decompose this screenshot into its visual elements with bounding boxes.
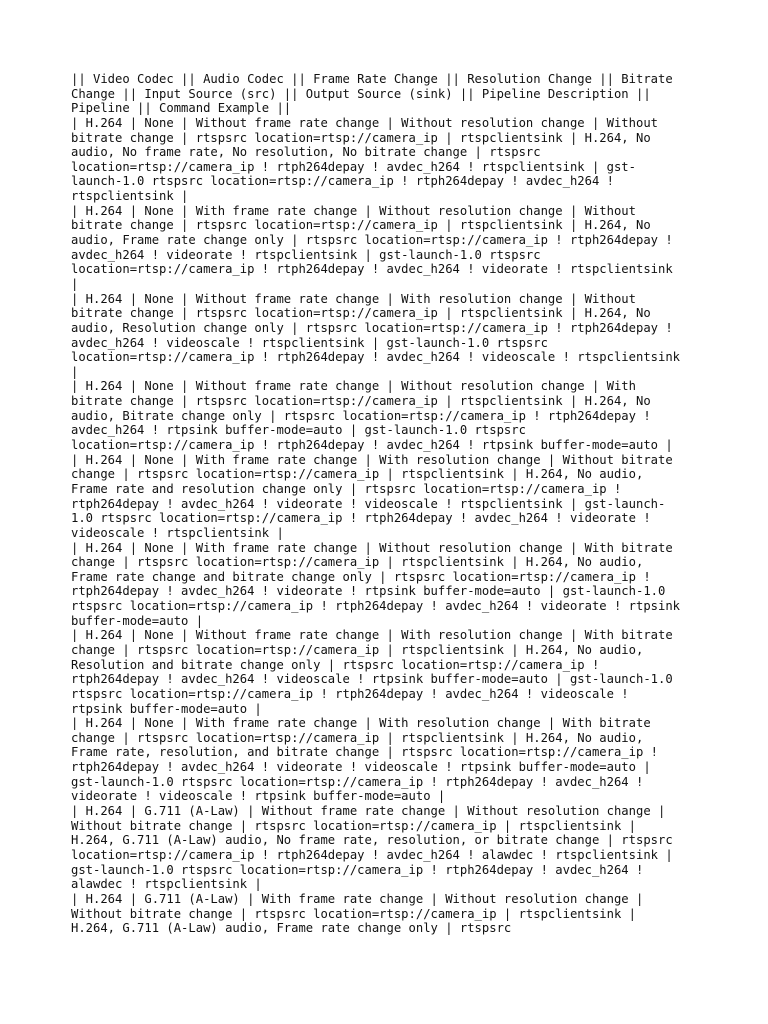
text-line: | H.264 | None | Without frame rate change | Without resolution change | With [71,379,636,394]
text-line: | [71,276,79,291]
text-line: avdec_h264 ! videoscale ! rtspclientsink | gst-launch-1.0 rtspsrc [71,335,548,350]
text-line: Without bitrate change | rtspsrc location=rtsp://camera_ip | rtspclientsink | [71,818,636,833]
text-line: | H.264 | None | Without frame rate change | Without resolution change | Without [71,115,658,130]
text-line: rtpsink buffer-mode=auto | [71,701,262,716]
text-line: | H.264 | None | With frame rate change | With resolution change | Without bitrate [71,452,673,467]
text-line: videoscale ! rtspclientsink | [71,525,284,540]
text-line: location=rtsp://camera_ip ! rtph264depay ! avdec_h264 ! videorate ! rtspclientsink [71,262,673,277]
text-line: location=rtsp://camera_ip ! rtph264depay ! avdec_h264 ! rtpsink buffer-mode=auto | [71,438,673,453]
text-line: Pipeline || Command Example || [71,101,292,116]
text-line: avdec_h264 ! rtpsink buffer-mode=auto | gst-launch-1.0 rtspsrc [71,423,526,438]
text-line: Frame rate and resolution change only | rtspsrc location=rtsp://camera_ip ! [71,481,622,496]
text-line: location=rtsp://camera_ip ! rtph264depay ! avdec_h264 ! videoscale ! rtspclientsink [71,350,681,365]
text-line: rtph264depay ! avdec_h264 ! videorate ! videoscale ! rtspclientsink | gst-launch- [71,496,666,511]
text-line: | H.264 | None | Without frame rate change | With resolution change | With bitrate [71,628,673,643]
text-line: | H.264 | None | With frame rate change | Without resolution change | Without [71,203,636,218]
text-line: 1.0 rtspsrc location=rtsp://camera_ip ! rtph264depay ! avdec_h264 ! videorate ! [71,511,651,526]
text-line: rtph264depay ! avdec_h264 ! videorate ! rtpsink buffer-mode=auto | gst-launch-1.0 [71,584,666,599]
text-line: rtspsrc location=rtsp://camera_ip ! rtph264depay ! avdec_h264 ! videoscale ! [71,686,629,701]
text-line: rtspsrc location=rtsp://camera_ip ! rtph264depay ! avdec_h264 ! videorate ! rtpsink [71,599,681,614]
text-line: Change || Input Source (src) || Output Source (sink) || Pipeline Description || [71,86,651,101]
text-line: rtph264depay ! avdec_h264 ! videoscale ! rtpsink buffer-mode=auto | gst-launch-1.0 [71,672,673,687]
text-line: bitrate change | rtspsrc location=rtsp://camera_ip | rtspclientsink | H.264, No [71,218,651,233]
text-line: | H.264 | None | Without frame rate change | With resolution change | Without [71,291,636,306]
text-line: Resolution and bitrate change only | rtspsrc location=rtsp://camera_ip ! [71,657,600,672]
text-line: Frame rate, resolution, and bitrate change | rtspsrc location=rtsp://camera_ip ! [71,745,658,760]
text-line: bitrate change | rtspsrc location=rtsp://camera_ip | rtspclientsink | H.264, No [71,306,651,321]
text-line: audio, No frame rate, No resolution, No bitrate change | rtspsrc [71,145,541,160]
text-line: alawdec ! rtspclientsink | [71,877,262,892]
text-line: audio, Bitrate change only | rtspsrc location=rtsp://camera_ip ! rtph264depay ! [71,408,651,423]
text-line: change | rtspsrc location=rtsp://camera_ip | rtspclientsink | H.264, No audio, [71,730,644,745]
text-line: launch-1.0 rtspsrc location=rtsp://camera_ip ! rtph264depay ! avdec_h264 ! [71,174,614,189]
text-line: | H.264 | G.711 (A-Law) | Without frame rate change | Without resolution change | [71,804,666,819]
text-line: Without bitrate change | rtspsrc location=rtsp://camera_ip | rtspclientsink | [71,906,636,921]
text-line: change | rtspsrc location=rtsp://camera_ip | rtspclientsink | H.264, No audio, [71,642,644,657]
text-line: gst-launch-1.0 rtspsrc location=rtsp://camera_ip ! rtph264depay ! avdec_h264 ! [71,862,644,877]
text-line: audio, Frame rate change only | rtspsrc location=rtsp://camera_ip ! rtph264depay ! [71,233,673,248]
text-line: | H.264 | G.711 (A-Law) | With frame rate change | Without resolution change | [71,891,644,906]
text-line: | H.264 | None | With frame rate change | With resolution change | With bitrate [71,716,651,731]
text-line: rtspclientsink | [71,189,189,204]
text-line: videorate ! videoscale ! rtpsink buffer-mode=auto | [71,789,446,804]
text-line: bitrate change | rtspsrc location=rtsp://camera_ip | rtspclientsink | H.264, No [71,394,651,409]
text-line: change | rtspsrc location=rtsp://camera_ip | rtspclientsink | H.264, No audio, [71,555,644,570]
text-line: change | rtspsrc location=rtsp://camera_ip | rtspclientsink | H.264, No audio, [71,467,644,482]
text-line: Frame rate change and bitrate change only | rtspsrc location=rtsp://camera_ip ! [71,569,651,584]
text-line: bitrate change | rtspsrc location=rtsp://camera_ip | rtspclientsink | H.264, No [71,130,651,145]
text-line: audio, Resolution change only | rtspsrc location=rtsp://camera_ip ! rtph264depay ! [71,320,673,335]
document-page [71,72,699,936]
text-line: rtph264depay ! avdec_h264 ! videorate ! videoscale ! rtpsink buffer-mode=auto | [71,760,651,775]
text-line: H.264, G.711 (A-Law) audio, Frame rate change only | rtspsrc [71,921,512,936]
text-line: location=rtsp://camera_ip ! rtph264depay ! avdec_h264 ! rtspclientsink | gst- [71,159,636,174]
text-line: buffer-mode=auto | [71,613,204,628]
text-line: H.264, G.711 (A-Law) audio, No frame rate, resolution, or bitrate change | rtspsrc [71,833,673,848]
text-line: | H.264 | None | With frame rate change | Without resolution change | With bitrate [71,540,673,555]
text-line: avdec_h264 ! videorate ! rtspclientsink | gst-launch-1.0 rtspsrc [71,247,541,262]
text-line: | [71,364,79,379]
text-line: gst-launch-1.0 rtspsrc location=rtsp://camera_ip ! rtph264depay ! avdec_h264 ! [71,774,644,789]
text-line: || Video Codec || Audio Codec || Frame Rate Change || Resolution Change || Bitrate [71,72,673,86]
text-line: location=rtsp://camera_ip ! rtph264depay ! avdec_h264 ! alawdec ! rtspclientsink | [71,847,673,862]
